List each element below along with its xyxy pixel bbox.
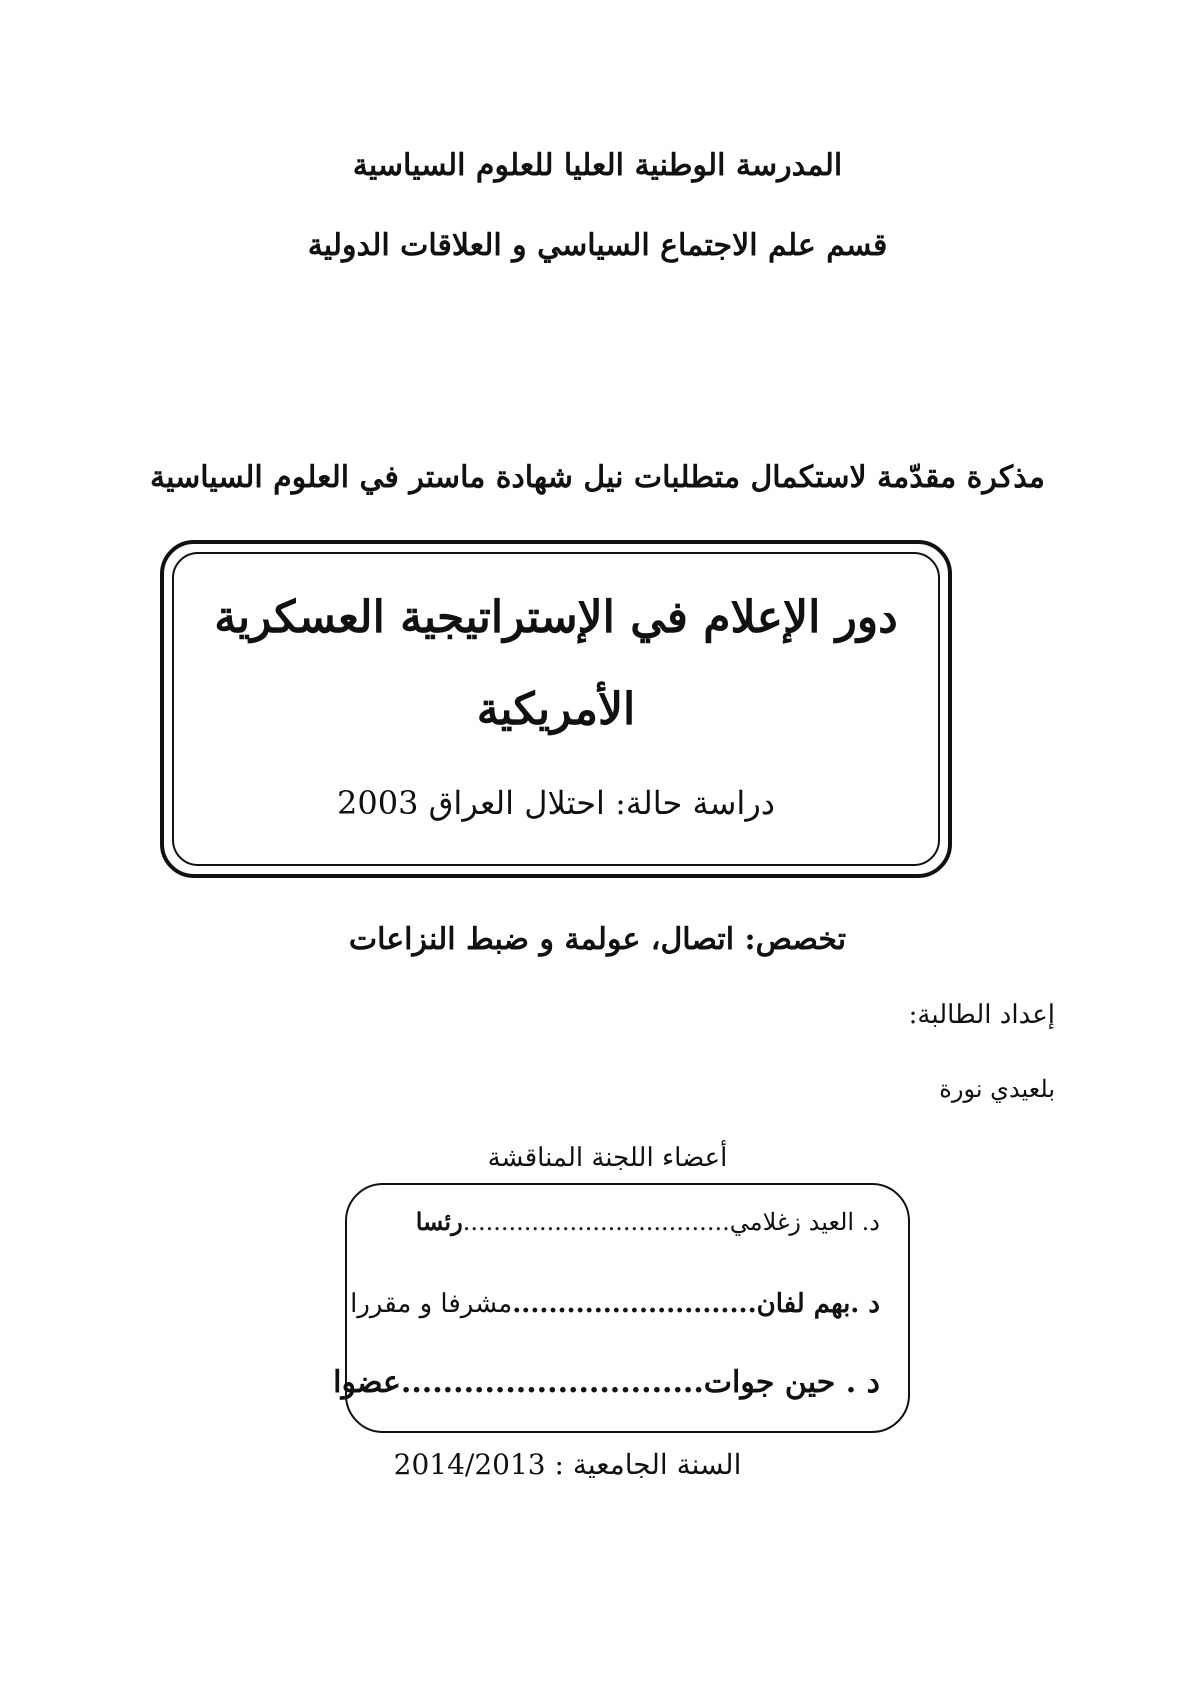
member-role: رئسا	[415, 1207, 463, 1236]
thesis-title-line-1: دور الإعلام في الإستراتيجية العسكرية	[214, 592, 898, 643]
school-name: المدرسة الوطنية العليا للعلوم السياسية	[352, 148, 843, 183]
memo-statement: مذكرة مقدّمة لاستكمال متطلبات نيل شهادة ماستر في العلوم السياسية	[149, 460, 1046, 495]
academic-year: السنة الجامعية : 2014/2013	[393, 1448, 742, 1481]
member-role: مشرفا و مقررا	[350, 1289, 513, 1319]
department-name: قسم علم الاجتماع السياسي و العلاقات الدولية	[307, 228, 888, 263]
member-name: د . حين جوات	[703, 1365, 880, 1400]
member-dots: .............................	[400, 1365, 704, 1400]
committee-member-chair	[416, 1207, 880, 1236]
case-study: دراسة حالة: احتلال العراق 2003	[336, 784, 776, 822]
member-name: د .بهم لفان	[756, 1289, 880, 1319]
member-name: د. العيد زغلامي	[729, 1208, 880, 1236]
committee-heading: أعضاء اللجنة المناقشة	[487, 1143, 728, 1173]
member-dots: ...........................	[512, 1289, 757, 1319]
thesis-title-box	[160, 540, 952, 878]
thesis-title-line-2: الأمريكية	[476, 684, 636, 735]
member-role: عضوا	[333, 1365, 401, 1400]
specialty: تخصص: اتصال، عولمة و ضبط النزاعات	[348, 922, 847, 957]
member-dots: ...................................	[462, 1208, 730, 1236]
prepared-by-label: إعداد الطالبة:	[908, 1000, 1055, 1030]
committee-box	[333, 1183, 910, 1433]
student-name: بلعيدي نورة	[939, 1075, 1055, 1103]
committee-member-examiner	[333, 1365, 880, 1400]
committee-member-supervisor	[350, 1289, 880, 1319]
